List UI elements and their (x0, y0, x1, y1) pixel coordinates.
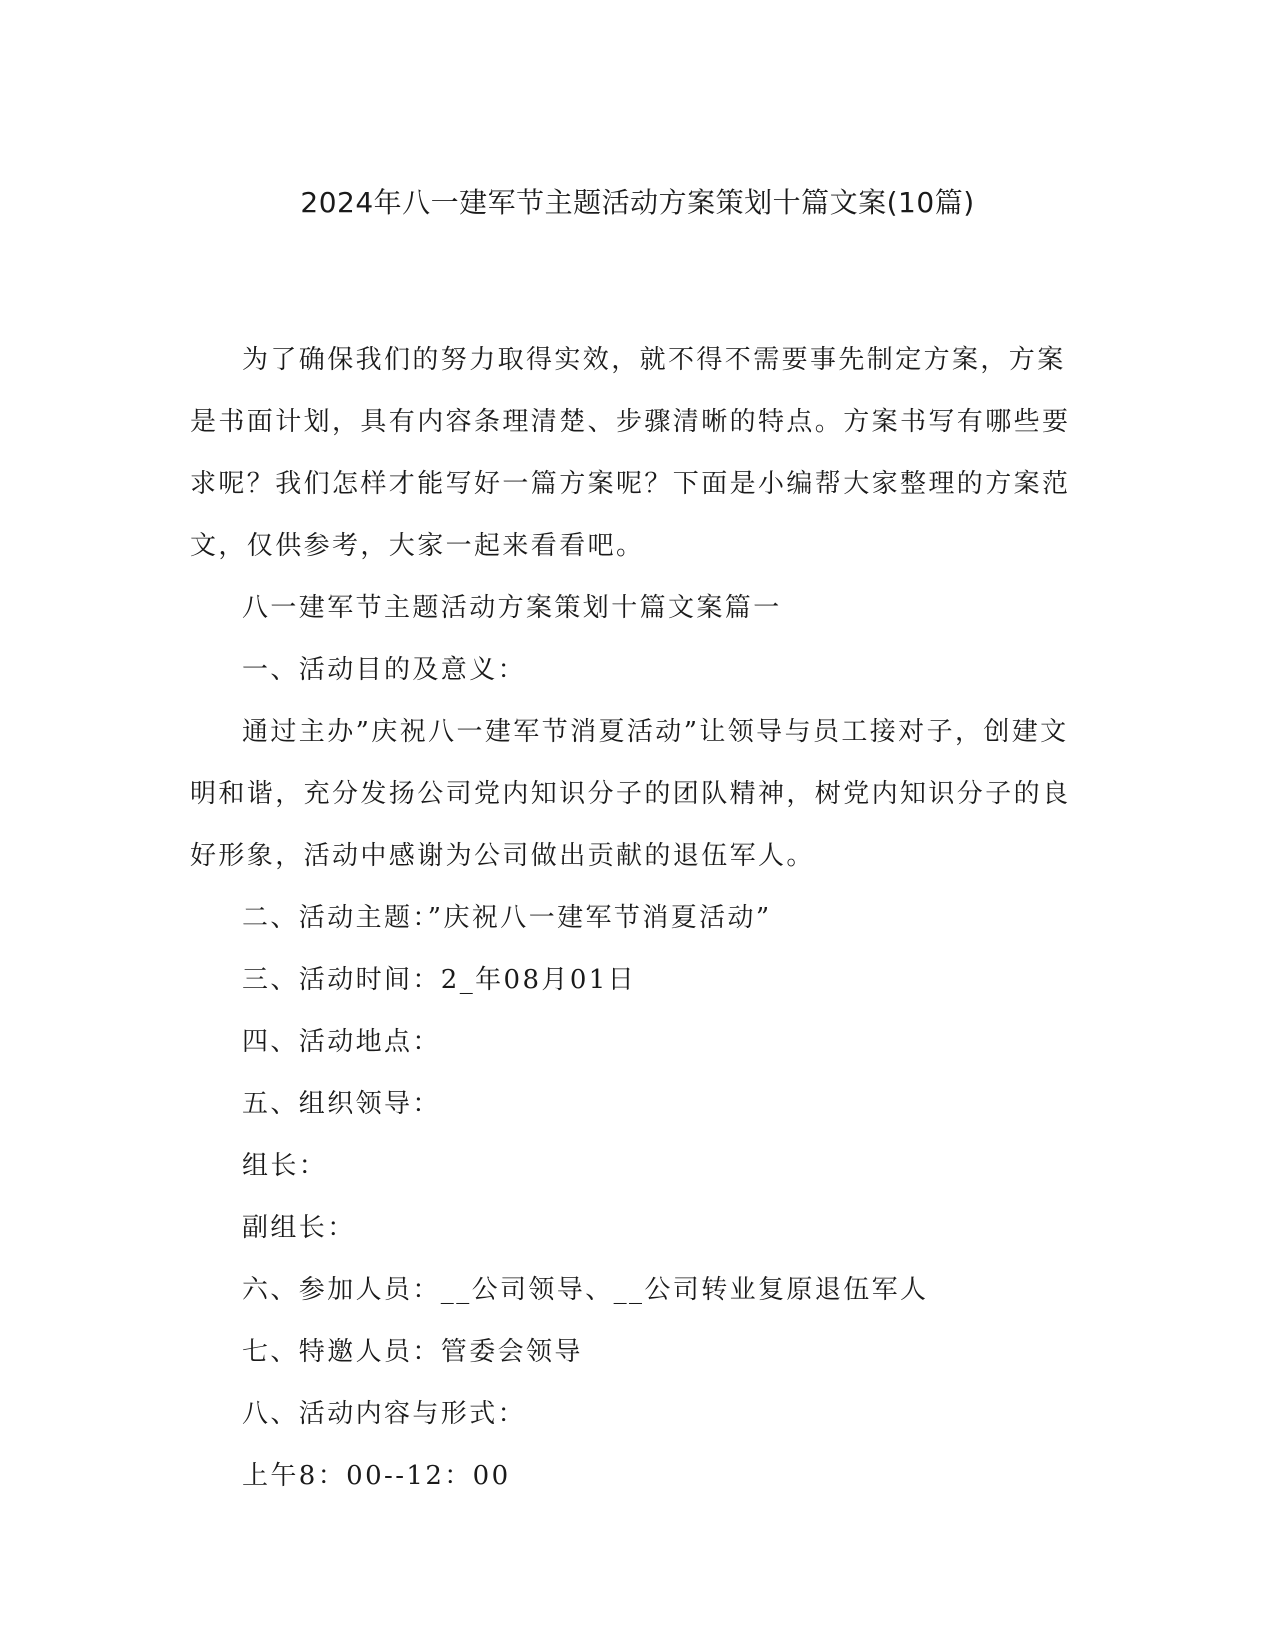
item-location: 四、活动地点： (242, 1027, 441, 1057)
document-title: 2024年八一建军节主题活动方案策划十篇文案(10篇) (300, 186, 975, 219)
item-invited-guests: 七、特邀人员：管委会领导 (242, 1337, 583, 1367)
item-time: 三、活动时间：2_年08月01日 (242, 965, 637, 995)
item-content-format: 八、活动内容与形式： (242, 1399, 527, 1429)
section-heading: 八一建军节主题活动方案策划十篇文案篇一 (242, 593, 782, 623)
purpose-paragraph: 通过主办”庆祝八一建军节消夏活动”让领导与员工接对子，创建文明和谐，充分发扬公司党内知识分子的团队精神，树党内知识分子的良好形象，活动中感谢为公司做出贡献的退伍军人。 (190, 717, 1071, 871)
item-leadership: 五、组织领导： (242, 1089, 441, 1119)
document-body (190, 329, 1080, 1507)
item-deputy-leader: 副组长： (242, 1213, 356, 1243)
item-theme: 二、活动主题：”庆祝八一建军节消夏活动” (242, 903, 772, 933)
item-purpose-heading: 一、活动目的及意义： (242, 655, 527, 685)
item-morning-schedule: 上午8：00--12：00 (242, 1461, 511, 1491)
item-participants: 六、参加人员：__公司领导、__公司转业复原退伍军人 (242, 1275, 929, 1305)
item-leader: 组长： (242, 1151, 328, 1181)
intro-paragraph: 为了确保我们的努力取得实效，就不得不需要事先制定方案，方案是书面计划，具有内容条理清楚、步骤清晰的特点。方案书写有哪些要求呢？我们怎样才能写好一篇方案呢？下面是小编帮大家整理的方案范文，仅供参考，大家一起来看看吧。 (190, 345, 1071, 561)
